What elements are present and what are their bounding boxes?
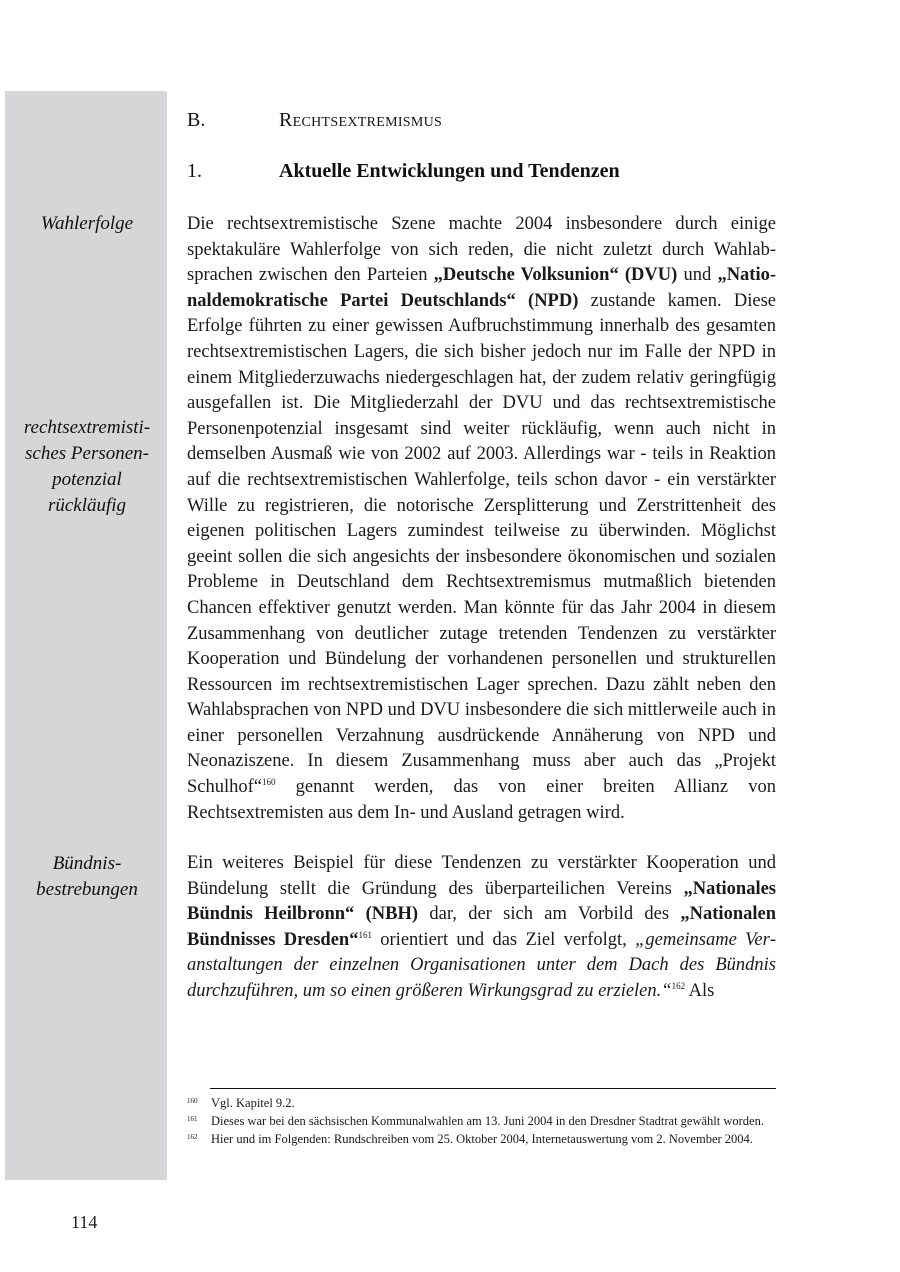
footnote-separator (210, 1088, 776, 1089)
margin-note-line: rückläufig (47, 495, 127, 516)
margin-note-line: potenzial (52, 469, 122, 490)
margin-note-line: sches Personen- (25, 443, 149, 464)
section-letter: B. (187, 109, 206, 131)
party-name-npd: „Nationaldemokratische Partei Deutschlands“ (NPD) (187, 265, 777, 311)
margin-note-wahlerfolge: Wahlerfolge (40, 213, 134, 234)
margin-note-personenpotenzial (12, 415, 162, 519)
footnote-number: 161 (187, 1115, 198, 1123)
quotation: „gemeinsame Veranstaltungen der einzelnen Organisationen unter dem Dach des Bündnis durchzuführen, um so einen größeren Wirkungsgrad zu erzielen.“ (187, 929, 776, 1001)
footnote-text: Hier und im Folgenden: Rundschreiben vom 25. Oktober 2004, Internetauswertung vom 2. November 2004. (211, 1132, 753, 1146)
footnote-item (187, 1131, 776, 1148)
footnote-item (187, 1113, 776, 1130)
margin-note-line: rechtsextremisti- (23, 417, 151, 438)
margin-note-line: bestrebungen (36, 879, 138, 900)
footnote-item (187, 1095, 776, 1112)
body-paragraph-2: Ein weiteres Beispiel für diese Tendenzen zu verstärkter Kooperation und Bündelung stellt die Gründung des überparteilichen Vereins „Nationales Bündnis Heilbronn“ (NBH) dar, der sich am Vorbild des „Nationalen Bündnisses Dresden“$^{161}$ orientiert und das Ziel verfolgt, „gemeinsame Veranstaltungen der einzelnen Organisationen unter dem Dach des Bündnis durchzuführen, um so einen größeren Wirkungsgrad zu erzielen.“$^{162}$ Als (187, 853, 776, 1001)
footnotes (187, 1095, 776, 1149)
page-number: 114 (71, 1212, 98, 1232)
footnote-reference[interactable]: 161 (358, 929, 372, 940)
party-name-dvu: „Deutsche Volksunion“ (DVU) (433, 265, 678, 286)
footnote-number: 160 (187, 1097, 198, 1105)
association-name-dresden: „Nationalen Bündnisses Dresden“ (187, 904, 776, 950)
section-title: Rechtsextremismus (279, 109, 443, 131)
margin-sidebar (5, 91, 167, 1180)
margin-note-line: Bündnis- (52, 853, 122, 874)
footnote-number: 162 (187, 1133, 198, 1141)
association-name-nbh: „Nationales Bündnis Heilbronn“ (NBH) (187, 878, 776, 925)
footnote-text: Dieses war bei den sächsischen Kommunalwahlen am 13. Juni 2004 in den Dresdner Stadtrat gewählt worden. (211, 1114, 764, 1128)
margin-note-buendnis (12, 851, 162, 903)
footnote-reference[interactable]: 160 (262, 777, 276, 788)
footnote-text: Vgl. Kapitel 9.2. (211, 1096, 295, 1110)
body-paragraph-1: Die rechtsextremistische Szene machte 2004 insbesondere durch einige spektakuläre Wahlerfolge von sich reden, die nicht zuletzt durch Wahlabsprachen zwischen den Parteien „Deutsche Volksunion“ (DVU) und „Nationaldemokratische Partei Deutschlands“ (NPD) zustande kamen. Diese Erfolge führten zu einer gewissen Aufbruchstimmung innerhalb des gesamten rechtsextremistischen Lagers, die sich bisher jedoch nur im Falle der NPD in einem Mitgliederzuwachs niedergeschlagen hat, der zudem relativ geringfügig ausgefallen ist. Die Mitgliederzahl der DVU und das rechtsextremistische Personenpotenzial insgesamt sind weiter rückläufig, wenn auch nicht in demselben Ausmaß wie von 2002 auf 2003. Allerdings war - teils in Reaktion auf die rechtsextremistischen Wahlerfolge, teils schon davor - ein verstärkter Wille zu registrieren, die notorische Zersplitterung und Zerstrittenheit des eigenen politischen Lagers zumindest teilweise zu überwinden. Möglichst geeint sollen die sich angesichts der insbesondere ökonomischen und sozialen Probleme in Deutschland dem Rechtsextremismus mutmaßlich bietenden Chancen effektiver genutzt werden. Man könnte für das Jahr 2004 in diesem Zusammenhang von deutlicher zutage tretenden Tendenzen zu verstärkter Kooperation und Bündelung der vorhandenen personellen und strukturellen Ressourcen im rechtsextremistischen Lager sprechen. Dazu zählt neben den Wahlabsprachen von NPD und DVU insbesondere die sich mittlerweile auch in einer personellen Verzahnung ausdrückende Annäherung von NPD und Neonaziszene. In diesem Zusammenhang muss aber auch das „Projekt Schulhof“$^{160}$ genannt werden, das von einer breiten Allianz von Rechtsextremisten aus dem In- und Ausland getragen wird. (187, 214, 777, 823)
footnote-reference[interactable]: 162 (671, 980, 686, 991)
subsection-number: 1. (187, 160, 202, 182)
subsection-title: Aktuelle Entwicklungen und Tendenzen (279, 160, 620, 182)
